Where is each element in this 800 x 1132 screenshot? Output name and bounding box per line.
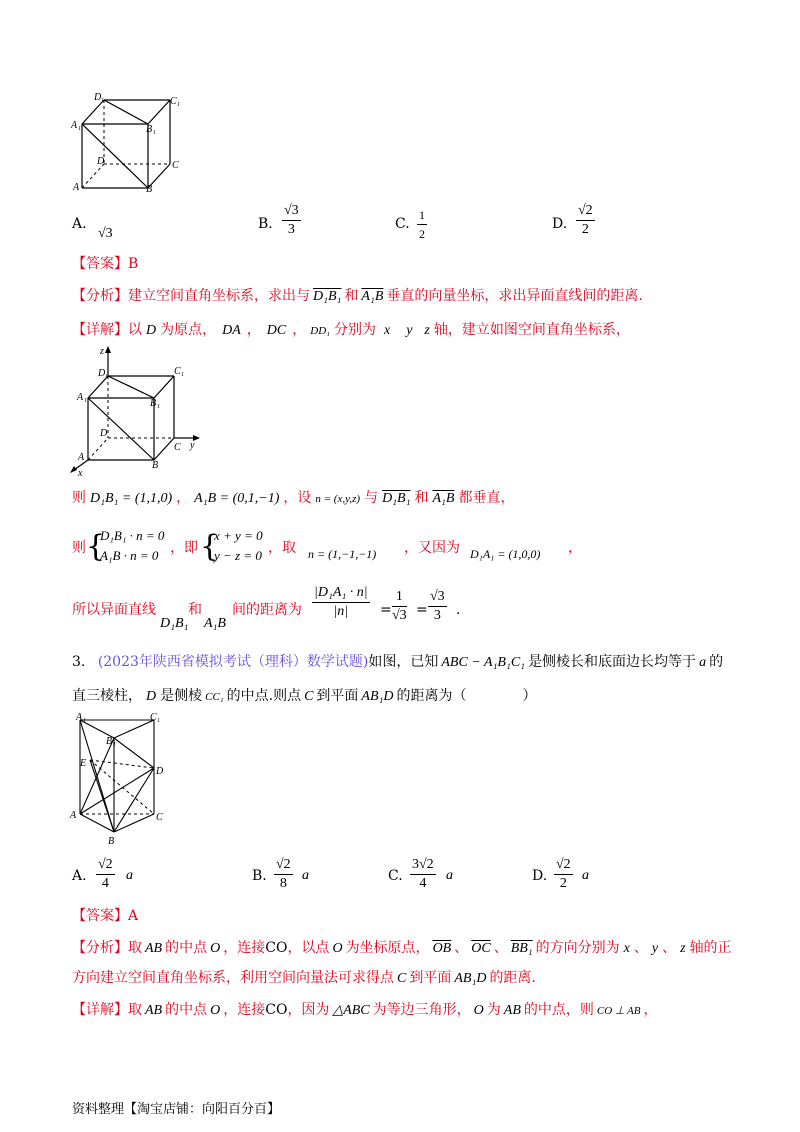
svg-text:1: 1 xyxy=(84,398,87,404)
svg-text:B: B xyxy=(108,836,115,847)
option-c-frac: $\frac{1}{2}$ xyxy=(419,208,425,241)
q3-analysis-line2: 方向建立空间直角坐标系，利用空间向量法可求得点 C 到平面 AB₁D 的距离. xyxy=(72,970,536,986)
svg-text:D: D xyxy=(98,368,106,379)
svg-text:1: 1 xyxy=(78,126,81,132)
svg-text:1: 1 xyxy=(177,102,180,108)
q3-stem-line2: 直三棱柱， D 是侧棱 CC₁ 的中点.则点 C 到平面 AB₁D 的距离为（ ） xyxy=(72,688,537,704)
q3-detail: 【详解】取 AB 的中点 O ，连接CO，因为 △ABC 为等边三角形， O 为 AB 的中点，则 CO ⊥ AB ， xyxy=(72,1002,658,1018)
system1-eq2: A₁B · n = 0 xyxy=(100,548,159,563)
svg-text:1: 1 xyxy=(157,718,160,724)
option-a-letter: A. xyxy=(72,216,87,232)
option-a-value: √3 xyxy=(98,226,113,241)
axis-y-label: y xyxy=(190,440,195,451)
svg-text:B: B xyxy=(152,460,159,471)
svg-text:B: B xyxy=(150,398,157,409)
option-d-frac: $\frac{√2}{2}$ xyxy=(578,203,593,237)
label-C1: C xyxy=(170,96,177,107)
label-A: A xyxy=(73,182,80,193)
label-B: B xyxy=(146,184,153,195)
label-A1: A xyxy=(71,120,78,131)
distance-fraction: $\frac{\text{|D₁A₁ · n|}}{|n|}$ xyxy=(314,585,368,619)
q3-stem-line1: 3. (2023年陕西省模拟考试（理科）数学试题)如图，已知 ABC − A₁B₁C₁ 是侧棱长和底面边长均等于 a 的 xyxy=(72,654,724,670)
footer: 资料整理【淘宝店铺：向阳百分百】 xyxy=(72,1102,281,1117)
q3-answer: 【答案】A xyxy=(72,908,139,924)
svg-text:D: D xyxy=(156,766,164,777)
vector-D1A1: D₁A₁ = (1,0,0) xyxy=(470,547,541,561)
svg-text:1: 1 xyxy=(83,718,86,724)
svg-text:1: 1 xyxy=(113,742,116,748)
answer-value: B xyxy=(128,256,139,272)
label-D1: D xyxy=(94,92,102,103)
label-C: C xyxy=(172,160,179,171)
q3-source: (2023年陕西省模拟考试（理科）数学试题) xyxy=(97,654,369,670)
answer-tag: 【答案】 xyxy=(72,256,128,272)
svg-text:1: 1 xyxy=(101,98,104,104)
svg-text:B: B xyxy=(106,736,113,747)
svg-text:A: A xyxy=(70,810,77,821)
q3-analysis-line1: 【分析】取 AB 的中点 O ，连接CO，以点 O 为坐标原点， $\overline{OB}$ 、 $\overline{OC}$ 、 BB₁ 的方向分别为 x 、 y 、 z 轴的正 xyxy=(72,940,732,956)
svg-text:D: D xyxy=(100,428,108,439)
label-B1: B xyxy=(146,124,153,135)
svg-text:C: C xyxy=(174,442,181,453)
system2-eq2: y − z = 0 xyxy=(214,548,262,563)
svg-text:A: A xyxy=(77,392,84,403)
svg-text:C: C xyxy=(156,812,163,823)
cube-axes-figure xyxy=(62,344,212,476)
option-b-frac: $\frac{√3}{3}$ xyxy=(284,203,299,237)
svg-text:1: 1 xyxy=(157,404,160,410)
option-d-letter: D. xyxy=(552,216,568,232)
option-c-letter: C. xyxy=(395,216,410,232)
axis-x-label: x xyxy=(78,468,83,476)
system1-eq1: D₁B₁ · n = 0 xyxy=(100,528,165,543)
label-D: D xyxy=(97,156,105,167)
svg-text:A: A xyxy=(76,712,83,723)
option-b-letter: B. xyxy=(258,216,273,232)
svg-text:1: 1 xyxy=(105,374,108,380)
q2-line1: 则 D₁B₁ = (1,1,0) ， A₁B = (0,1,−1) ，设 n = (x,y,z) 与 D₁B₁ 和 A₁B 都垂直， xyxy=(72,490,515,506)
svg-text:E: E xyxy=(80,758,87,769)
svg-text:C: C xyxy=(150,712,157,723)
svg-text:1: 1 xyxy=(181,372,184,378)
cube-figure xyxy=(68,88,188,198)
prism-figure xyxy=(66,710,176,848)
svg-text:C: C xyxy=(174,366,181,377)
q2-line3: 所以异面直线 D₁B₁ 和 A₁B 间的距离为 $\frac{\text{|D₁A₁ · n|}}{|n|}$ = $\frac{1}{√3}$ = $\frac{√3}{3}$ . xyxy=(72,585,461,631)
svg-text:1: 1 xyxy=(153,130,156,136)
normal-vector: n = (1,−1,−1) xyxy=(308,547,377,561)
system2-eq1: x + y = 0 xyxy=(214,528,263,543)
svg-text:A: A xyxy=(78,452,85,463)
q2-analysis: 【分析】建立空间直角坐标系，求出与 D₁B₁ 和 A₁B 垂直的向量坐标，求出异面直线间的距离. xyxy=(72,288,643,304)
axis-z-label: z xyxy=(100,346,104,357)
q2-line2: 则 { D₁B₁ · n = 0 A₁B · n = 0 ，即 { x + y = 0 y − z = 0 ，取 n = (1,−1,−1) ，又因为 D₁A₁ = (1,0,0) ， xyxy=(72,528,582,564)
q2-answer xyxy=(72,254,138,274)
q2-detail: 【详解】以 D 为原点， DA ， DC ， DD₁ 分别为 x y z 轴，建立如图空间直角坐标系， xyxy=(72,322,630,338)
